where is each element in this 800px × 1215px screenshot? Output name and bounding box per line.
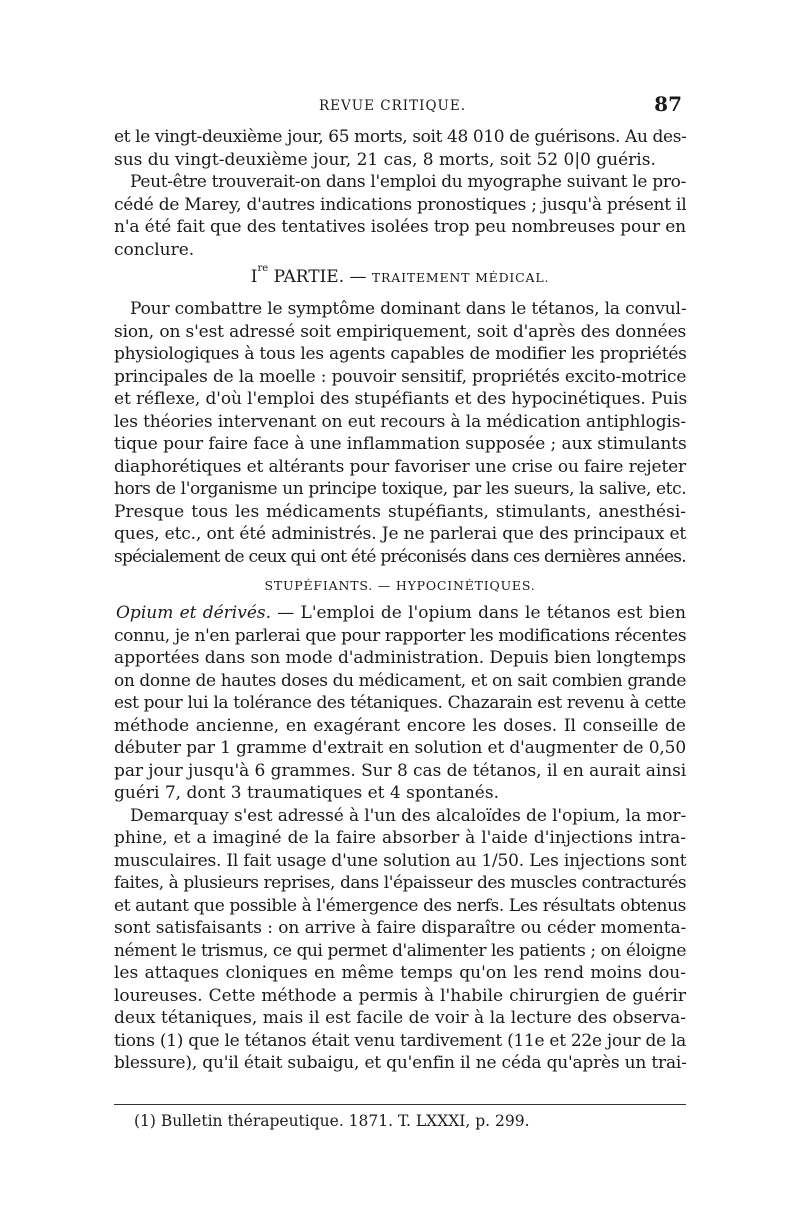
text-line: blessure), qu'il était subaigu, et qu'enfin il ne céda qu'après un trai- <box>114 1053 687 1073</box>
lead-rest: — L'emploi de l'opium dans le tétanos est bien <box>271 603 686 623</box>
text-line: guéri 7, dont 3 traumatiques et 4 spontanés. <box>114 783 499 803</box>
text-line: et autant que possible à l'émergence des nerfs. Les résultats obtenus <box>114 895 686 916</box>
footnote: (1) Bulletin thérapeutique. 1871. T. LXXXI, p. 299. <box>134 1112 530 1130</box>
text-line: sion, on s'est adressé soit empiriquement, soit d'après des données <box>114 321 687 342</box>
text-line: loureuses. Cette méthode a permis à l'habile chirurgien de guérir <box>114 985 686 1006</box>
section-number: I <box>250 267 258 287</box>
text-line: phine, et a imaginé de la faire absorber à l'aide d'injections intra- <box>114 828 686 848</box>
text-line: connu, je n'en parlerai que pour rapporter les modifications récentes <box>114 625 687 646</box>
text-line: spécialement de ceux qui ont été préconisés dans ces dernières années. <box>114 546 686 567</box>
text-line: tions (1) que le tétanos était venu tardivement (11e et 22e jour de la <box>114 1030 686 1051</box>
text-line: n'a été fait que des tentatives isolées trop peu nombreuses pour en <box>114 217 686 237</box>
running-title: REVUE CRITIQUE. <box>319 98 467 114</box>
page-number: 87 <box>654 92 682 116</box>
text-line: débuter par 1 gramme d'extrait en solution et d'augmenter de 0,50 <box>114 738 686 758</box>
paragraph-1 <box>114 126 686 171</box>
text-line: principales de la moelle : pouvoir sensitif, propriétés excito-motrice <box>114 366 687 387</box>
text-line: musculaires. Il fait usage d'une solution au 1/50. Les injections sont <box>114 850 687 871</box>
text-line <box>114 602 686 625</box>
text-line: physiologiques à tous les agents capables de modifier les propriétés <box>114 344 687 364</box>
section-dash: — <box>349 267 367 287</box>
paragraph-2 <box>114 171 686 261</box>
text-line: sus du vingt-deuxième jour, 21 cas, 8 morts, soit 52 0|0 guéris. <box>114 149 656 170</box>
text-line: conclure. <box>114 239 195 260</box>
text-line: Demarquay s'est adressé à l'un des alcaloïdes de l'opium, la mor- <box>130 805 687 826</box>
section-heading <box>114 264 686 290</box>
text-line: diaphorétiques et altérants pour favoriser une crise ou faire rejeter <box>114 456 686 477</box>
text-line: et réflexe, d'où l'emploi des stupéfiants et des hypocinétiques. Puis <box>114 389 688 409</box>
paragraph-4 <box>114 602 686 805</box>
lead-italic: Opium et dérivés. <box>116 603 272 623</box>
page-header <box>114 92 686 120</box>
text-line: les attaques cloniques en même temps qu'on les rend moins dou- <box>114 963 686 983</box>
text-line: par jour jusqu'à 6 grammes. Sur 8 cas de tétanos, il en aurait ainsi <box>114 760 687 781</box>
text-line: Peut-être trouverait-on dans l'emploi du myographe suivant le pro- <box>130 172 686 192</box>
section-ordinal: re <box>257 263 269 274</box>
text-line: faites, à plusieurs reprises, dans l'épaisseur des muscles contracturés <box>114 873 687 893</box>
text-line: ques, etc., ont été administrés. Je ne parlerai que des principaux et <box>114 524 687 544</box>
text-line: deux tétaniques, mais il est facile de voir à la lecture des observa- <box>114 1008 686 1028</box>
subsection-heading: STUPÉFIANTS. — HYPOCINÉTIQUES. <box>264 578 536 593</box>
text-line: sont satisfaisants : on arrive à faire disparaître ou céder momenta- <box>114 918 687 938</box>
section-title: TRAITEMENT MÉDICAL. <box>371 270 550 285</box>
text-line: Presque tous les médicaments stupéfiants, stimulants, anesthési- <box>114 501 686 522</box>
text-line: on donne de hautes doses du médicament, et on sait combien grande <box>114 670 686 691</box>
book-page <box>114 92 686 1192</box>
paragraph-3 <box>114 298 686 568</box>
text-line: apportées dans son mode d'administration. Depuis bien longtemps <box>114 648 687 668</box>
section-part: PARTIE. <box>273 267 345 287</box>
text-line: tique pour faire face à une inflammation supposée ; aux stimulants <box>114 434 687 454</box>
paragraph-5 <box>114 805 686 1075</box>
body-text <box>114 126 686 1075</box>
footnote-divider <box>114 1104 686 1105</box>
text-line: et le vingt-deuxième jour, 65 morts, soit 48 010 de guérisons. Au des- <box>114 127 687 147</box>
text-line: nément le trismus, ce qui permet d'alimenter les patients ; on éloigne <box>114 940 686 961</box>
text-line: méthode ancienne, en exagérant encore les doses. Il conseille de <box>114 715 686 736</box>
text-line: est pour lui la tolérance des tétaniques. Chazarain est revenu à cette <box>114 693 686 713</box>
text-line: cédé de Marey, d'autres indications pronostiques ; jusqu'à présent il <box>114 194 687 215</box>
text-line: Pour combattre le symptôme dominant dans le tétanos, la convul- <box>130 299 687 319</box>
text-line: les théories intervenant on eut recours à la médication antiphlogis- <box>114 411 686 432</box>
text-line: hors de l'organisme un principe toxique, par les sueurs, la salive, etc. <box>114 479 687 499</box>
